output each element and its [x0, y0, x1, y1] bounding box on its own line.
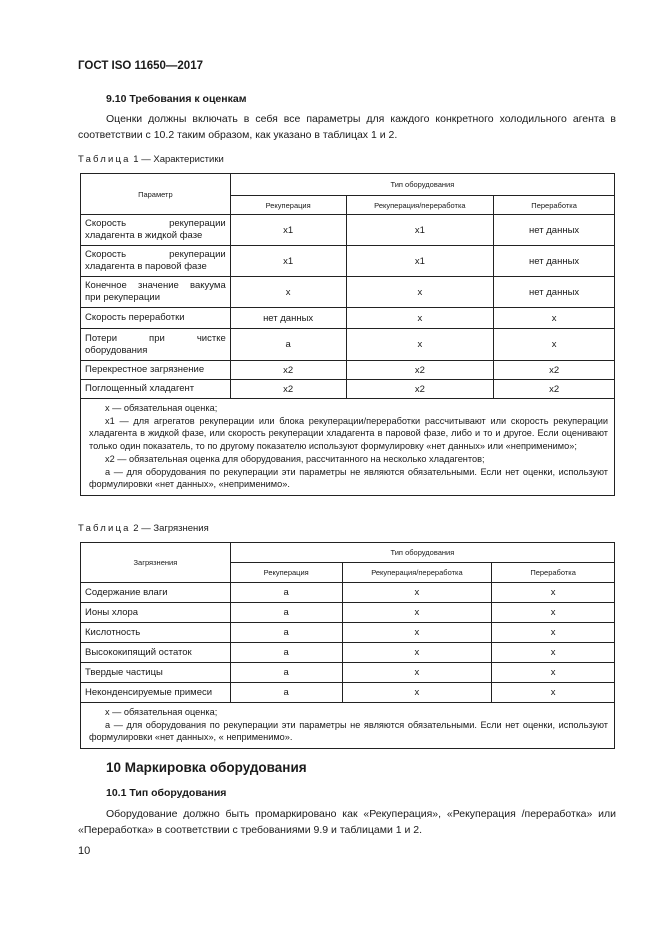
cell: x — [492, 603, 615, 623]
cell: x2 — [494, 380, 615, 399]
table2-param-header: Загрязнения — [81, 543, 231, 583]
table-row — [81, 623, 615, 643]
table1-caption — [78, 154, 224, 165]
cell: a — [230, 663, 342, 683]
section-9-10-paragraph — [78, 111, 616, 143]
cell: a — [230, 683, 342, 703]
table-row — [81, 308, 615, 329]
section-10-title: 10 Маркировка оборудования — [106, 760, 307, 775]
note-text: a — для оборудования по рекуперации эти параметры не являются обязательными. Если нет оценки, используют формулировки «нет данных», «неприменимо». — [89, 466, 608, 490]
note-text: x2 — обязательная оценка для оборудования, рассчитанного на несколько хладагентов; — [105, 453, 485, 464]
cell: x — [492, 623, 615, 643]
table1-col-header: Переработка — [494, 196, 615, 215]
cell: a — [230, 623, 342, 643]
note-text: x1 — для агрегатов рекуперации или блока рекуперации/переработки рассчитывают или скорость рекуперации хладагента в жидкой фазе, или скорость рекуперации хладагента в паровой фазе, либо и то и другое. Если оценивают только один показатель, то по другому показателю используют формулировку «нет данных» или «неприменимо»; — [89, 415, 608, 452]
cell: a — [230, 643, 342, 663]
table1-caption-prefix: Таблица — [78, 154, 131, 165]
row-label: Скорость рекуперации хладагента в жидкой фазе — [81, 215, 231, 246]
note-text: a — для оборудования по рекуперации эти параметры не являются обязательными. Если нет оценки, используют формулировки «нет данных», « неприменимо». — [89, 719, 608, 743]
section-9-10-text: Оценки должны включать в себя все параметры для каждого конкретного холодильного агента в соответствии с 10.2 таким образом, как указано в таблицах 1 и 2. — [78, 113, 616, 141]
table1-notes-row — [81, 399, 615, 496]
section-10-1-paragraph — [78, 806, 616, 838]
row-label: Неконденсируемые примеси — [81, 683, 231, 703]
cell: x — [492, 583, 615, 603]
page-number: 10 — [78, 845, 91, 857]
row-label: Содержание влаги — [81, 583, 231, 603]
cell: x2 — [230, 361, 346, 380]
cell: нет данных — [494, 215, 615, 246]
cell: x — [342, 683, 492, 703]
cell: a — [230, 603, 342, 623]
table-row — [81, 583, 615, 603]
table-row — [81, 277, 615, 308]
table2-notes — [81, 703, 615, 749]
table2-col-header: Рекуперация — [230, 563, 342, 583]
cell: x — [346, 329, 494, 361]
cell: x2 — [346, 380, 494, 399]
table-row — [81, 663, 615, 683]
table-1 — [80, 173, 615, 496]
table-row — [81, 643, 615, 663]
cell: x1 — [346, 246, 494, 277]
table2-col-header: Переработка — [492, 563, 615, 583]
cell: x — [492, 683, 615, 703]
cell: нет данных — [494, 277, 615, 308]
row-label: Перекрестное загрязнение — [81, 361, 231, 380]
row-label: Ионы хлора — [81, 603, 231, 623]
table-row — [81, 380, 615, 399]
table1-group-header: Тип оборудования — [230, 174, 614, 196]
section-10-1-text: Оборудование должно быть промаркировано как «Рекуперация», «Рекуперация /переработка» или «Переработка» в соответствии с требованиями 9.9 и таблицами 1 и 2. — [78, 808, 616, 836]
note-text: x — обязательная оценка; — [105, 403, 218, 413]
row-label: Потери при чистке оборудования — [81, 329, 231, 361]
cell: x — [342, 623, 492, 643]
table-row — [81, 329, 615, 361]
section-9-10-title: 9.10 Требования к оценкам — [106, 93, 247, 105]
table2-col-header: Рекуперация/переработка — [342, 563, 492, 583]
cell: x1 — [346, 215, 494, 246]
table-row — [81, 215, 615, 246]
row-label: Скорость рекуперации хладагента в паровой фазе — [81, 246, 231, 277]
table-row — [81, 246, 615, 277]
cell: a — [230, 329, 346, 361]
table2-caption-text: 2 — Загрязнения — [130, 523, 209, 534]
table2-caption-prefix: Таблица — [78, 523, 131, 534]
row-label: Высококипящий остаток — [81, 643, 231, 663]
note-text: x — обязательная оценка; — [105, 707, 218, 717]
table1-notes — [81, 399, 615, 496]
cell: x — [492, 663, 615, 683]
table-row — [81, 361, 615, 380]
cell: a — [230, 583, 342, 603]
cell: x — [494, 329, 615, 361]
cell: x — [342, 603, 492, 623]
cell: x2 — [346, 361, 494, 380]
row-label: Скорость переработки — [81, 308, 231, 329]
cell: x — [342, 583, 492, 603]
cell: x — [342, 663, 492, 683]
cell: x1 — [230, 215, 346, 246]
table-2 — [80, 542, 615, 749]
table1-caption-text: 1 — Характеристики — [130, 154, 224, 165]
document-header: ГОСТ ISO 11650—2017 — [78, 60, 203, 72]
cell: x — [346, 308, 494, 329]
table-row — [81, 603, 615, 623]
cell: x — [346, 277, 494, 308]
table2-caption — [78, 523, 209, 534]
row-label: Поглощенный хладагент — [81, 380, 231, 399]
cell: нет данных — [494, 246, 615, 277]
cell: x — [230, 277, 346, 308]
cell: x2 — [494, 361, 615, 380]
row-label: Твердые частицы — [81, 663, 231, 683]
section-10-1-title: 10.1 Тип оборудования — [106, 787, 227, 799]
cell: x — [342, 643, 492, 663]
cell: x2 — [230, 380, 346, 399]
table1-col-header: Рекуперация/переработка — [346, 196, 494, 215]
table2-group-header: Тип оборудования — [230, 543, 614, 563]
cell: x — [494, 308, 615, 329]
table-row — [81, 683, 615, 703]
cell: x1 — [230, 246, 346, 277]
cell: x — [492, 643, 615, 663]
table1-param-header: Параметр — [81, 174, 231, 215]
table1-col-header: Рекуперация — [230, 196, 346, 215]
cell: нет данных — [230, 308, 346, 329]
table2-notes-row — [81, 703, 615, 749]
row-label: Кислотность — [81, 623, 231, 643]
row-label: Конечное значение вакуума при рекуперации — [81, 277, 231, 308]
